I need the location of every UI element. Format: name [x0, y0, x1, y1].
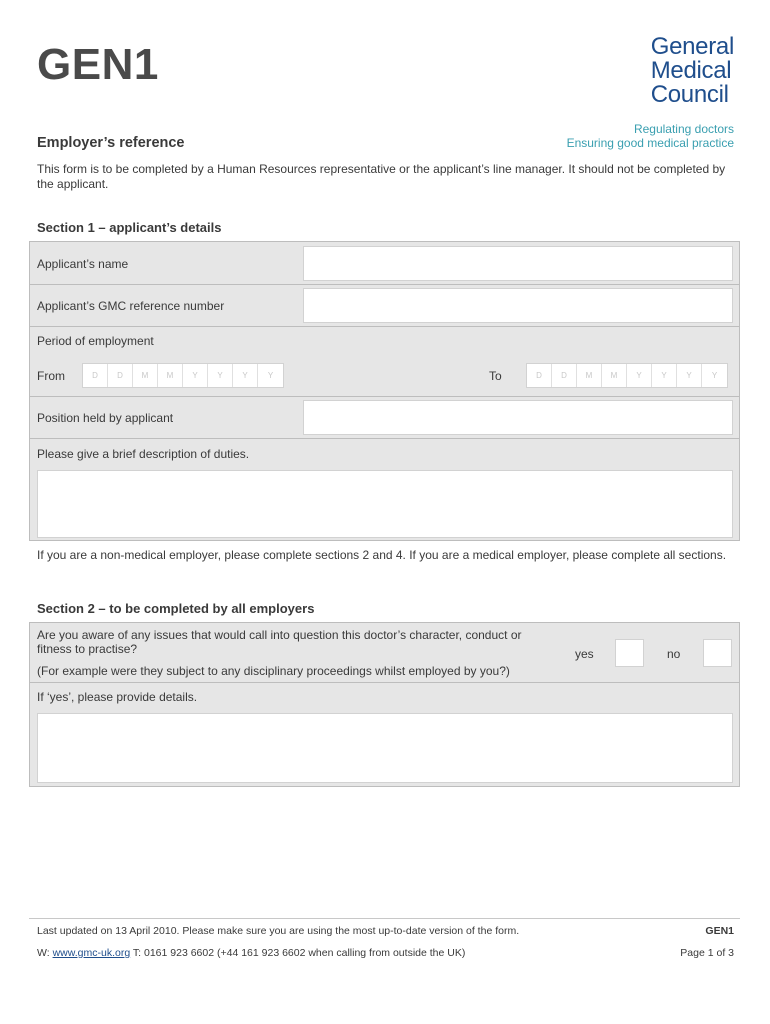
date-cell[interactable]: Y — [208, 364, 233, 387]
section2-panel — [29, 622, 740, 787]
footer-divider — [29, 918, 740, 919]
section2-heading: Section 2 – to be completed by all employers — [37, 601, 315, 616]
footer-form-code: GEN1 — [705, 925, 734, 937]
from-date-input[interactable] — [82, 363, 284, 388]
duties-label: Please give a brief description of duties. — [37, 447, 250, 461]
form-code-title: GEN1 — [37, 40, 159, 89]
section1-heading: Section 1 – applicant’s details — [37, 220, 222, 235]
issues-question: Are you aware of any issues that would call into question this doctor’s character, conduct or fitness to practise? — [37, 628, 522, 656]
date-cell[interactable]: Y — [627, 364, 652, 387]
issues-details-label: If ‘yes’, please provide details. — [37, 690, 198, 704]
footer-updated-text: Last updated on 13 April 2010. Please make sure you are using the most up-to-date version of the form. — [37, 925, 520, 937]
issues-details-textarea[interactable] — [37, 713, 733, 783]
position-label: Position held by applicant — [37, 411, 174, 425]
footer-website-link[interactable]: www.gmc-uk.org — [52, 947, 131, 959]
applicant-name-label: Applicant’s name — [37, 257, 129, 271]
date-cell[interactable]: Y — [711, 371, 718, 380]
date-cell[interactable]: Y — [677, 364, 702, 387]
period-row — [30, 327, 739, 397]
position-row — [30, 397, 739, 439]
gmc-logo — [651, 35, 734, 107]
issues-question-example: (For example were they subject to any disciplinary proceedings whilst employed by you?) — [37, 664, 510, 678]
gmc-number-label: Applicant’s GMC reference number — [37, 299, 225, 313]
date-cell[interactable]: D — [108, 364, 133, 387]
applicant-name-row — [30, 242, 739, 285]
gmc-tagline — [567, 122, 734, 150]
footer-page-number: Page 1 of 3 — [680, 947, 734, 959]
issues-question-row — [30, 623, 739, 683]
section1-panel — [29, 241, 740, 541]
logo-line-1: General — [650, 33, 734, 60]
duties-row — [30, 439, 739, 540]
gmc-number-input[interactable] — [303, 288, 733, 323]
from-label: From — [37, 369, 65, 383]
form-subtitle: Employer’s reference — [37, 135, 185, 151]
to-date-input[interactable] — [526, 363, 728, 388]
gmc-number-row — [30, 285, 739, 327]
footer-contact — [37, 947, 465, 959]
yes-label: yes — [575, 647, 594, 661]
footer-web-prefix: W: — [37, 947, 50, 959]
date-cell[interactable]: Y — [233, 364, 258, 387]
intro-text: This form is to be completed by a Human Resources representative or the applicant’s line manager. It should not be completed by the applicant. — [37, 162, 726, 191]
date-cell[interactable]: M — [577, 364, 602, 387]
date-cell[interactable]: M — [602, 364, 627, 387]
yes-checkbox[interactable] — [615, 639, 644, 667]
date-cell[interactable]: D — [527, 364, 552, 387]
period-label: Period of employment — [37, 334, 154, 348]
applicant-name-input[interactable] — [303, 246, 733, 281]
logo-line-3: Council — [650, 81, 729, 108]
tagline-line-1: Regulating doctors — [633, 122, 734, 136]
position-input[interactable] — [303, 400, 733, 435]
tagline-line-2: Ensuring good medical practice — [566, 136, 734, 150]
logo-line-2: Medical — [650, 57, 732, 84]
duties-textarea[interactable] — [37, 470, 733, 538]
footer-phone: T: 0161 923 6602 (+44 161 923 6602 when calling from outside the UK) — [132, 947, 466, 959]
employer-type-note: If you are a non-medical employer, please complete sections 2 and 4. If you are a medical employer, please complete all sections. — [37, 548, 727, 562]
date-cell[interactable]: Y — [652, 364, 677, 387]
issues-details-row — [30, 683, 739, 786]
date-cell[interactable]: M — [133, 364, 158, 387]
date-cell[interactable]: M — [158, 364, 183, 387]
no-checkbox[interactable] — [703, 639, 732, 667]
date-cell[interactable]: Y — [267, 371, 274, 380]
date-cell[interactable]: D — [83, 364, 108, 387]
to-label: To — [489, 369, 502, 383]
no-label: no — [667, 647, 681, 661]
date-cell[interactable]: D — [552, 364, 577, 387]
date-cell[interactable]: Y — [183, 364, 208, 387]
